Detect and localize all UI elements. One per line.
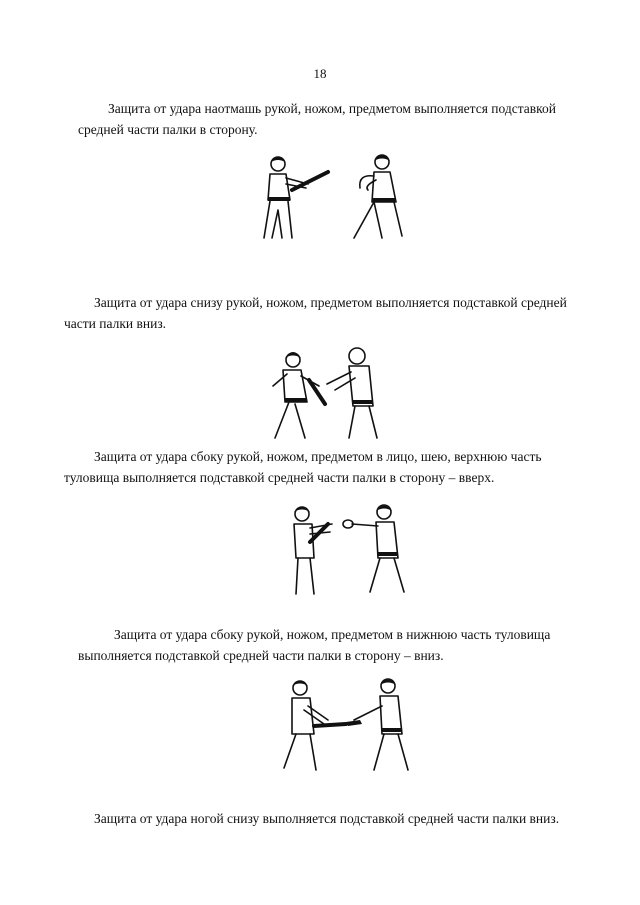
section-1-text <box>78 98 608 140</box>
illustration-defense-from-below <box>265 346 415 444</box>
illustration-defense-backhand <box>250 150 420 250</box>
section-3-text <box>64 446 620 488</box>
section-1-line-1: Защита от удара наотмашь рукой, ножом, предметом выполняется подставкой <box>108 101 557 116</box>
section-5-text <box>64 808 620 829</box>
section-1-line-2: средней части палки в сторону. <box>78 122 258 137</box>
defender-figure <box>284 681 346 771</box>
attacker-figure <box>354 155 402 238</box>
section-2-text <box>64 292 620 334</box>
section-4-line-1: Защита от удара сбоку рукой, ножом, предметом в нижнюю часть туловища <box>114 627 551 642</box>
section-4-text <box>64 624 620 666</box>
section-5-line-1: Защита от удара ногой снизу выполняется подставкой средней части палки вниз. <box>94 811 560 826</box>
illustration-defense-side-high <box>280 502 420 602</box>
attacker-figure <box>346 679 408 770</box>
page-number: 18 <box>313 66 327 81</box>
defender-figure <box>294 507 332 595</box>
section-2-line-1: Защита от удара снизу рукой, ножом, предметом выполняется подставкой средней <box>94 295 567 310</box>
section-2-line-2: части палки вниз. <box>64 316 167 331</box>
section-3-line-1: Защита от удара сбоку рукой, ножом, предметом в лицо, шею, верхнюю часть <box>94 449 542 464</box>
section-4-line-2: выполняется подставкой средней части палки в сторону – вниз. <box>78 648 444 663</box>
defender-figure <box>264 157 328 238</box>
defender-figure <box>273 352 325 438</box>
attacker-figure <box>327 348 377 438</box>
attacker-figure <box>343 505 404 592</box>
illustration-defense-side-low <box>270 676 420 776</box>
section-3-line-2: туловища выполняется подставкой средней части палки в сторону – вверх. <box>64 470 495 485</box>
